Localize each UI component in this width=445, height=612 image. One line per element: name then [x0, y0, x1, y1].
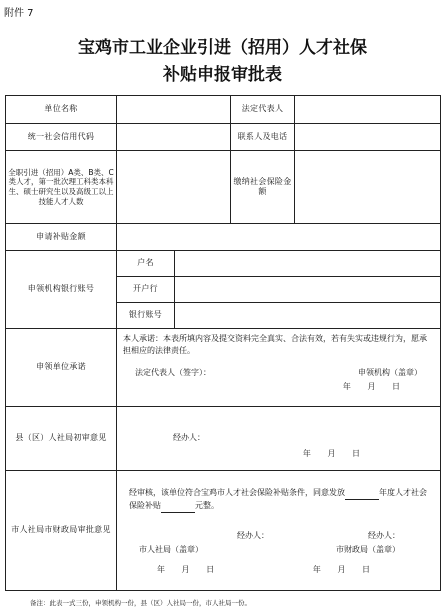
- social-insurance-label: 缴纳社会保险金额: [231, 151, 295, 224]
- account-name-label: 户名: [117, 251, 175, 277]
- county-review-label: 县（区）人社局初审意见: [6, 407, 117, 471]
- talent-count-field[interactable]: [117, 151, 231, 224]
- city-hr-date: 年 月 日: [157, 565, 215, 575]
- account-no-field[interactable]: [175, 303, 441, 329]
- bank-field[interactable]: [175, 277, 441, 303]
- pledge-cell: [117, 329, 441, 407]
- subsidy-amount-label: 申请补贴金额: [6, 224, 117, 251]
- contact-field[interactable]: [295, 124, 441, 151]
- account-name-field[interactable]: [175, 251, 441, 277]
- applicant-stamp-label: 申领机构（盖章）: [358, 368, 422, 378]
- credit-code-field[interactable]: [117, 124, 231, 151]
- county-date: 年 月 日: [302, 449, 360, 459]
- city-approval-label: 市人社局市财政局审批意见: [6, 471, 117, 591]
- city-text-part2: 年度人才社会保险补贴: [129, 488, 427, 510]
- bank-label: 开户行: [117, 277, 175, 303]
- city-finance-handler-label: 经办人：: [368, 530, 400, 540]
- city-approval-text: [117, 471, 440, 513]
- application-form-table: [5, 95, 441, 591]
- city-finance-stamp-label: 市财政局（盖章）: [336, 544, 400, 554]
- legal-rep-field[interactable]: [295, 96, 441, 124]
- credit-code-label: 统一社会信用代码: [6, 124, 117, 151]
- city-hr-stamp-label: 市人社局（盖章）: [139, 544, 203, 554]
- footnote: 备注：此表一式三份，申领机构一份，县（区）人社局一份，市人社局一份。: [30, 599, 251, 607]
- contact-label: 联系人及电话: [231, 124, 295, 151]
- pledge-text: 本人承诺：本表所填内容及提交资料完全真实、合法有效，若有失实或违规行为，愿承担相应的法律责任。: [123, 334, 427, 355]
- unit-name-field[interactable]: [117, 96, 231, 124]
- pledge-date: 年 月 日: [342, 381, 400, 391]
- city-hr-handler-label: 经办人：: [237, 530, 269, 540]
- county-handler-label: 经办人：: [173, 433, 205, 442]
- account-no-label: 银行账号: [117, 303, 175, 329]
- attachment-label: 附件 7: [4, 8, 34, 19]
- social-insurance-field[interactable]: [295, 151, 441, 224]
- city-text-part3: 元整。: [195, 500, 219, 510]
- city-approval-cell: [117, 471, 441, 591]
- pledge-label: 申领单位承诺: [6, 329, 117, 407]
- year-blank[interactable]: [345, 491, 379, 500]
- city-text-part1: 经审核，该单位符合宝鸡市人才社会保险补贴条件，同意发放: [129, 488, 345, 497]
- form-title-line2: 补贴申报审批表: [163, 65, 282, 85]
- bank-account-label: 申领机构银行账号: [6, 251, 117, 329]
- legal-rep-signature-label: 法定代表人（签字）：: [135, 368, 211, 378]
- county-review-cell: [117, 407, 441, 471]
- city-finance-date: 年 月 日: [312, 565, 370, 575]
- form-title-line1: 宝鸡市工业企业引进（招用）人才社保: [78, 38, 367, 58]
- amount-blank[interactable]: [161, 504, 195, 513]
- talent-count-label: 全职引进（招用）A类、B类、C类人才，第一批次理工科类本科生、硕士研究生以及高级工以上技能人才人数: [6, 151, 117, 224]
- legal-rep-label: 法定代表人: [231, 96, 295, 124]
- subsidy-amount-field[interactable]: [117, 224, 441, 251]
- unit-name-label: 单位名称: [6, 96, 117, 124]
